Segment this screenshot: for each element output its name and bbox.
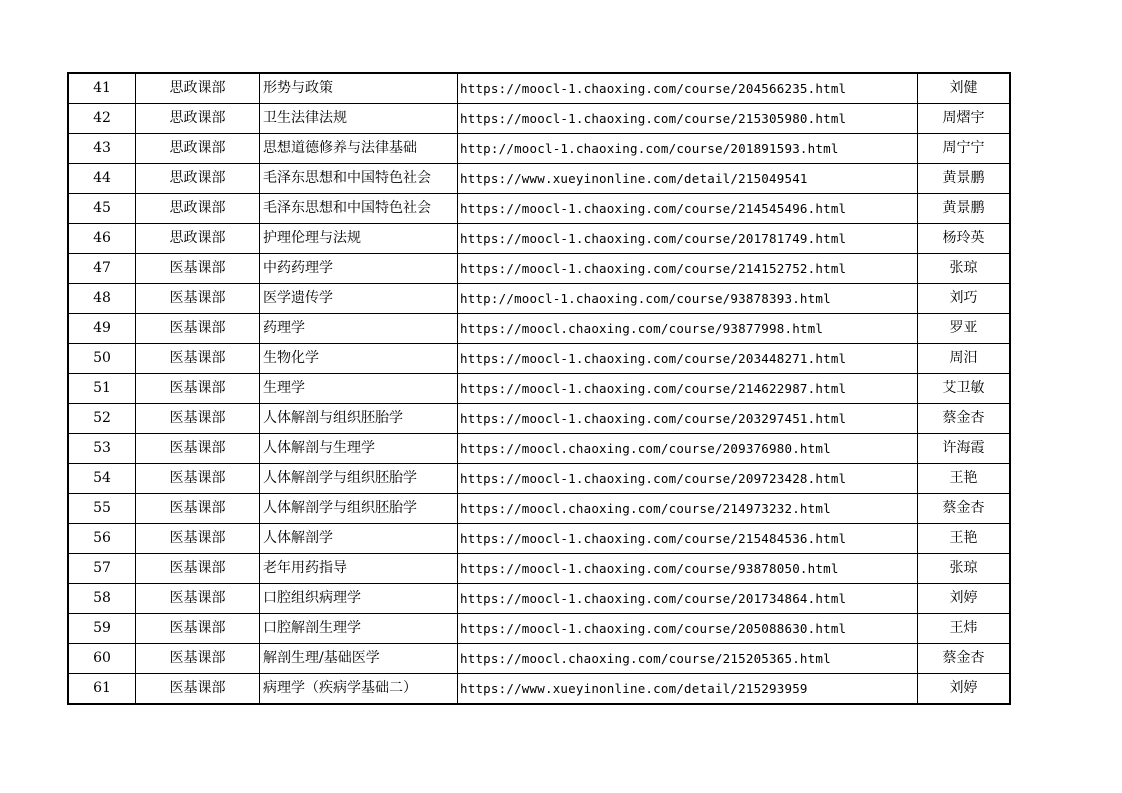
teacher-cell: 张琼	[918, 254, 1011, 284]
department-cell: 思政课部	[136, 104, 260, 134]
table-row	[68, 674, 1010, 705]
course-name-cell: 解剖生理/基础医学	[260, 644, 458, 674]
department-cell: 医基课部	[136, 614, 260, 644]
course-url-cell[interactable]: https://moocl-1.chaoxing.com/course/214152752.html	[458, 254, 918, 284]
row-number-cell: 42	[68, 104, 136, 134]
teacher-cell: 刘婷	[918, 674, 1011, 705]
course-name-cell: 老年用药指导	[260, 554, 458, 584]
course-url-cell[interactable]: http://moocl-1.chaoxing.com/course/201891593.html	[458, 134, 918, 164]
department-cell: 医基课部	[136, 494, 260, 524]
row-number-cell: 60	[68, 644, 136, 674]
course-url-cell[interactable]: https://moocl-1.chaoxing.com/course/215305980.html	[458, 104, 918, 134]
row-number-cell: 43	[68, 134, 136, 164]
teacher-cell: 周熠宇	[918, 104, 1011, 134]
table-row	[68, 584, 1010, 614]
course-name-cell: 毛泽东思想和中国特色社会	[260, 164, 458, 194]
teacher-cell: 刘健	[918, 73, 1011, 104]
table-row	[68, 254, 1010, 284]
teacher-cell: 蔡金杏	[918, 404, 1011, 434]
row-number-cell: 44	[68, 164, 136, 194]
department-cell: 医基课部	[136, 674, 260, 705]
course-url-cell[interactable]: https://moocl-1.chaoxing.com/course/201734864.html	[458, 584, 918, 614]
teacher-cell: 周宁宁	[918, 134, 1011, 164]
course-url-cell[interactable]: https://www.xueyinonline.com/detail/215049541	[458, 164, 918, 194]
table-row	[68, 164, 1010, 194]
department-cell: 医基课部	[136, 644, 260, 674]
teacher-cell: 刘巧	[918, 284, 1011, 314]
course-url-cell[interactable]: https://moocl-1.chaoxing.com/course/203297451.html	[458, 404, 918, 434]
teacher-cell: 周汨	[918, 344, 1011, 374]
course-url-cell[interactable]: https://moocl-1.chaoxing.com/course/205088630.html	[458, 614, 918, 644]
row-number-cell: 57	[68, 554, 136, 584]
course-name-cell: 病理学（疾病学基础二）	[260, 674, 458, 705]
department-cell: 思政课部	[136, 134, 260, 164]
department-cell: 医基课部	[136, 434, 260, 464]
teacher-cell: 王炜	[918, 614, 1011, 644]
course-url-cell[interactable]: https://moocl.chaoxing.com/course/214973232.html	[458, 494, 918, 524]
course-url-cell[interactable]: https://moocl-1.chaoxing.com/course/214622987.html	[458, 374, 918, 404]
row-number-cell: 59	[68, 614, 136, 644]
department-cell: 医基课部	[136, 374, 260, 404]
row-number-cell: 47	[68, 254, 136, 284]
teacher-cell: 刘婷	[918, 584, 1011, 614]
table-row	[68, 194, 1010, 224]
row-number-cell: 58	[68, 584, 136, 614]
course-url-cell[interactable]: http://moocl-1.chaoxing.com/course/93878393.html	[458, 284, 918, 314]
row-number-cell: 46	[68, 224, 136, 254]
teacher-cell: 艾卫敏	[918, 374, 1011, 404]
row-number-cell: 48	[68, 284, 136, 314]
table-row	[68, 224, 1010, 254]
table-row	[68, 404, 1010, 434]
course-name-cell: 毛泽东思想和中国特色社会	[260, 194, 458, 224]
course-name-cell: 人体解剖与组织胚胎学	[260, 404, 458, 434]
row-number-cell: 51	[68, 374, 136, 404]
row-number-cell: 52	[68, 404, 136, 434]
row-number-cell: 49	[68, 314, 136, 344]
table-row	[68, 314, 1010, 344]
course-name-cell: 人体解剖学与组织胚胎学	[260, 464, 458, 494]
table-row	[68, 494, 1010, 524]
course-name-cell: 思想道德修养与法律基础	[260, 134, 458, 164]
department-cell: 医基课部	[136, 584, 260, 614]
teacher-cell: 王艳	[918, 524, 1011, 554]
course-url-cell[interactable]: https://moocl-1.chaoxing.com/course/203448271.html	[458, 344, 918, 374]
course-name-cell: 人体解剖学	[260, 524, 458, 554]
course-url-cell[interactable]: https://moocl-1.chaoxing.com/course/209723428.html	[458, 464, 918, 494]
course-table-body	[68, 73, 1010, 704]
course-table	[67, 72, 1011, 705]
course-url-cell[interactable]: https://www.xueyinonline.com/detail/215293959	[458, 674, 918, 705]
teacher-cell: 蔡金杏	[918, 644, 1011, 674]
department-cell: 医基课部	[136, 284, 260, 314]
row-number-cell: 61	[68, 674, 136, 705]
course-url-cell[interactable]: https://moocl-1.chaoxing.com/course/201781749.html	[458, 224, 918, 254]
course-name-cell: 人体解剖与生理学	[260, 434, 458, 464]
department-cell: 医基课部	[136, 464, 260, 494]
course-url-cell[interactable]: https://moocl-1.chaoxing.com/course/214545496.html	[458, 194, 918, 224]
teacher-cell: 张琼	[918, 554, 1011, 584]
course-name-cell: 口腔组织病理学	[260, 584, 458, 614]
course-name-cell: 药理学	[260, 314, 458, 344]
table-row	[68, 434, 1010, 464]
course-name-cell: 卫生法律法规	[260, 104, 458, 134]
table-row	[68, 644, 1010, 674]
course-url-cell[interactable]: https://moocl-1.chaoxing.com/course/204566235.html	[458, 73, 918, 104]
course-name-cell: 中药药理学	[260, 254, 458, 284]
teacher-cell: 罗亚	[918, 314, 1011, 344]
course-name-cell: 生物化学	[260, 344, 458, 374]
row-number-cell: 55	[68, 494, 136, 524]
teacher-cell: 杨玲英	[918, 224, 1011, 254]
row-number-cell: 45	[68, 194, 136, 224]
table-row	[68, 344, 1010, 374]
department-cell: 医基课部	[136, 344, 260, 374]
department-cell: 思政课部	[136, 164, 260, 194]
course-name-cell: 形势与政策	[260, 73, 458, 104]
course-name-cell: 生理学	[260, 374, 458, 404]
teacher-cell: 王艳	[918, 464, 1011, 494]
course-url-cell[interactable]: https://moocl.chaoxing.com/course/209376980.html	[458, 434, 918, 464]
table-row	[68, 73, 1010, 104]
department-cell: 思政课部	[136, 194, 260, 224]
table-row	[68, 554, 1010, 584]
department-cell: 医基课部	[136, 314, 260, 344]
teacher-cell: 黄景鹏	[918, 194, 1011, 224]
teacher-cell: 蔡金杏	[918, 494, 1011, 524]
department-cell: 医基课部	[136, 254, 260, 284]
row-number-cell: 54	[68, 464, 136, 494]
department-cell: 医基课部	[136, 554, 260, 584]
table-row	[68, 374, 1010, 404]
course-name-cell: 护理伦理与法规	[260, 224, 458, 254]
department-cell: 思政课部	[136, 73, 260, 104]
row-number-cell: 56	[68, 524, 136, 554]
teacher-cell: 黄景鹏	[918, 164, 1011, 194]
table-row	[68, 134, 1010, 164]
row-number-cell: 41	[68, 73, 136, 104]
course-url-cell[interactable]: https://moocl.chaoxing.com/course/93877998.html	[458, 314, 918, 344]
table-row	[68, 104, 1010, 134]
department-cell: 思政课部	[136, 224, 260, 254]
course-url-cell[interactable]: https://moocl-1.chaoxing.com/course/93878050.html	[458, 554, 918, 584]
row-number-cell: 53	[68, 434, 136, 464]
table-row	[68, 284, 1010, 314]
department-cell: 医基课部	[136, 404, 260, 434]
teacher-cell: 许海霞	[918, 434, 1011, 464]
course-name-cell: 医学遗传学	[260, 284, 458, 314]
department-cell: 医基课部	[136, 524, 260, 554]
course-url-cell[interactable]: https://moocl-1.chaoxing.com/course/215484536.html	[458, 524, 918, 554]
table-row	[68, 614, 1010, 644]
course-url-cell[interactable]: https://moocl.chaoxing.com/course/215205365.html	[458, 644, 918, 674]
course-name-cell: 口腔解剖生理学	[260, 614, 458, 644]
row-number-cell: 50	[68, 344, 136, 374]
table-row	[68, 524, 1010, 554]
table-row	[68, 464, 1010, 494]
course-name-cell: 人体解剖学与组织胚胎学	[260, 494, 458, 524]
